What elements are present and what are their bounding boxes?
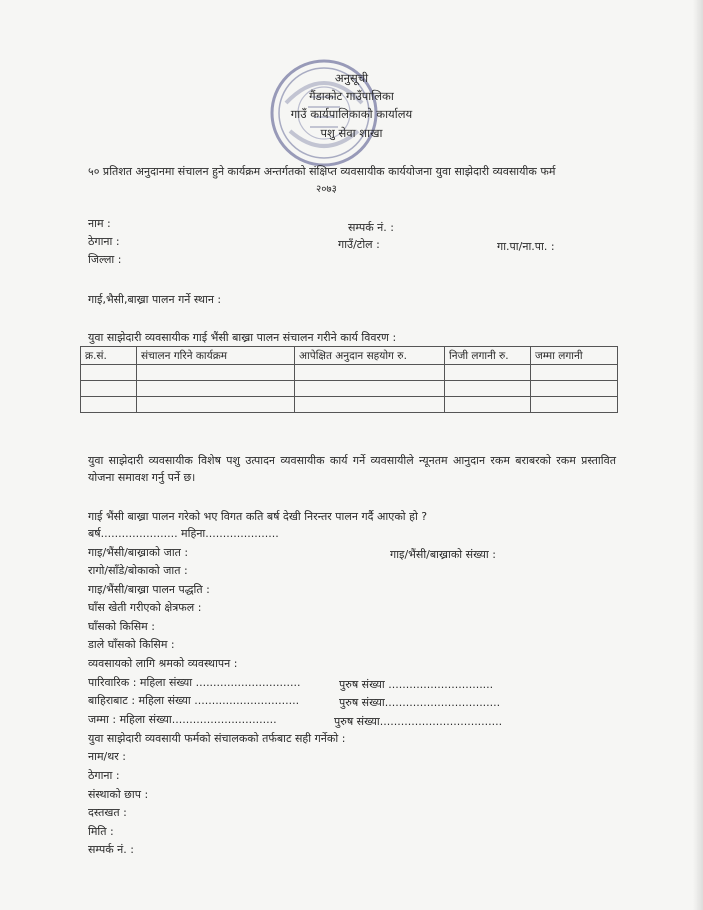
header-serial: क्र.सं.	[81, 347, 137, 365]
table-row	[81, 365, 618, 381]
header-total-investment: जम्मा लगानी	[531, 347, 618, 365]
header-line-office: गाउँ कार्यपालिकाको कार्यालय	[290, 107, 413, 121]
field-name: नाम :	[88, 217, 111, 230]
table-cell[interactable]	[137, 365, 295, 381]
table-row	[81, 381, 618, 397]
table-cell[interactable]	[445, 397, 531, 413]
header-year: २०७३	[316, 184, 337, 195]
grant-note: युवा साझेदारी व्यवसायीक विशेष पशु उत्पादन व्यवसायीक कार्य गर्ने व्यवसायीले न्यूनतम आनुदान रकम बराबरको रकम प्रस्तावित योजना समावश गर्नु पर्ने छ।	[88, 454, 616, 484]
field-municipality: गा.पा/ना.पा. :	[497, 240, 555, 253]
field-total-female: जम्मा : महिला संख्या..............................	[88, 713, 277, 726]
field-date: मिति :	[88, 825, 114, 838]
field-address: ठेगाना :	[88, 235, 120, 248]
field-family-female: पारिवारिक : महिला संख्या ..............................	[88, 676, 301, 689]
field-family-male: पुरुष संख्या ..............................	[339, 678, 494, 691]
field-signatory-phone: सम्पर्क नं. :	[88, 843, 134, 856]
field-outside-female: बाहिराबाट : महिला संख्या ..............................	[88, 694, 300, 707]
table-title: युवा साझेदारी व्यवसायीक गाई भैंसी बाख्रा पालन संचालन गरीने कार्य विवरण :	[88, 331, 397, 344]
header-program: संचालन गरिने कार्यक्रम	[137, 347, 295, 365]
table-row	[81, 397, 618, 413]
field-outside-male: पुरुष संख्या.................................	[339, 696, 501, 709]
activity-table	[80, 346, 618, 413]
field-rearing-method: गाइ/भैंसी/बाख्रा पालन पद्धति :	[88, 583, 210, 596]
table-cell[interactable]	[531, 365, 618, 381]
field-animal-count: गाइ/भैंसी/बाख्राको संख्या :	[390, 548, 496, 561]
field-labour-management: व्यवसायको लागि श्रमको व्यवस्थापन :	[88, 657, 238, 670]
field-signatory-address: ठेगाना :	[88, 769, 120, 782]
table-cell[interactable]	[295, 365, 445, 381]
field-grass-type: घाँसको किसिम :	[88, 620, 155, 633]
table-cell[interactable]	[295, 381, 445, 397]
field-district: जिल्ला :	[88, 253, 122, 266]
header-line-section: पशु सेवा शाखा	[320, 126, 383, 140]
question-rearing-since: गाई भैंसी बाख्रा पालन गरेको भए विगत कति बर्ष देखी निरन्तर पालन गर्दै आएको हो ?	[88, 510, 428, 523]
field-breed: गाइ/भैंसी/बाख्राको जात :	[88, 546, 189, 559]
signatory-title: युवा साझेदारी व्यवसायी फर्मको संचालकको तर्फबाट सही गर्नेको :	[88, 732, 346, 745]
table-cell[interactable]	[81, 397, 137, 413]
table-header-row	[81, 347, 618, 365]
field-full-name: नाम/थर :	[88, 750, 126, 763]
field-years-months: बर्ष...................... महिना.....................	[88, 527, 279, 540]
table-cell[interactable]	[81, 381, 137, 397]
field-signature: दस्तखत :	[88, 806, 127, 819]
form-intro-title: ५० प्रतिशत अनुदानमा संचालन हुने कार्यक्रम अन्तर्गतको संक्षिप्त व्यवसायीक कार्ययोजना युवा साझेदारी व्यवसायीक फर्म	[88, 165, 556, 178]
table-cell[interactable]	[445, 365, 531, 381]
table-cell[interactable]	[81, 365, 137, 381]
field-village-tole: गाउँ/टोल :	[338, 238, 380, 251]
header-expected-grant: आपेक्षित अनुदान सहयोग रु.	[295, 347, 445, 365]
header-line-municipality: गैंडाकोट गाउँपालिका	[309, 89, 394, 103]
table-cell[interactable]	[531, 381, 618, 397]
header-line-annex: अनुसूची	[334, 71, 369, 85]
field-male-breed: रागो/साँडे/बोकाको जात :	[88, 564, 188, 577]
table-cell[interactable]	[137, 397, 295, 413]
field-contact-number: सम्पर्क नं. :	[348, 221, 394, 234]
field-grass-area: घाँस खेती गरीएको क्षेत्रफल :	[88, 601, 202, 614]
table-cell[interactable]	[295, 397, 445, 413]
table-cell[interactable]	[137, 381, 295, 397]
field-institution-seal: संस्थाको छाप :	[88, 788, 149, 801]
field-fodder-type: डाले घाँसको किसिम :	[88, 638, 175, 651]
header-private-investment: निजी लगानी रु.	[445, 347, 531, 365]
field-rearing-place: गाई,भैसी,बाख्रा पालन गर्ने स्थान :	[88, 293, 222, 306]
table-cell[interactable]	[531, 397, 618, 413]
field-total-male: पुरुष संख्या...................................	[334, 715, 503, 728]
table-cell[interactable]	[445, 381, 531, 397]
